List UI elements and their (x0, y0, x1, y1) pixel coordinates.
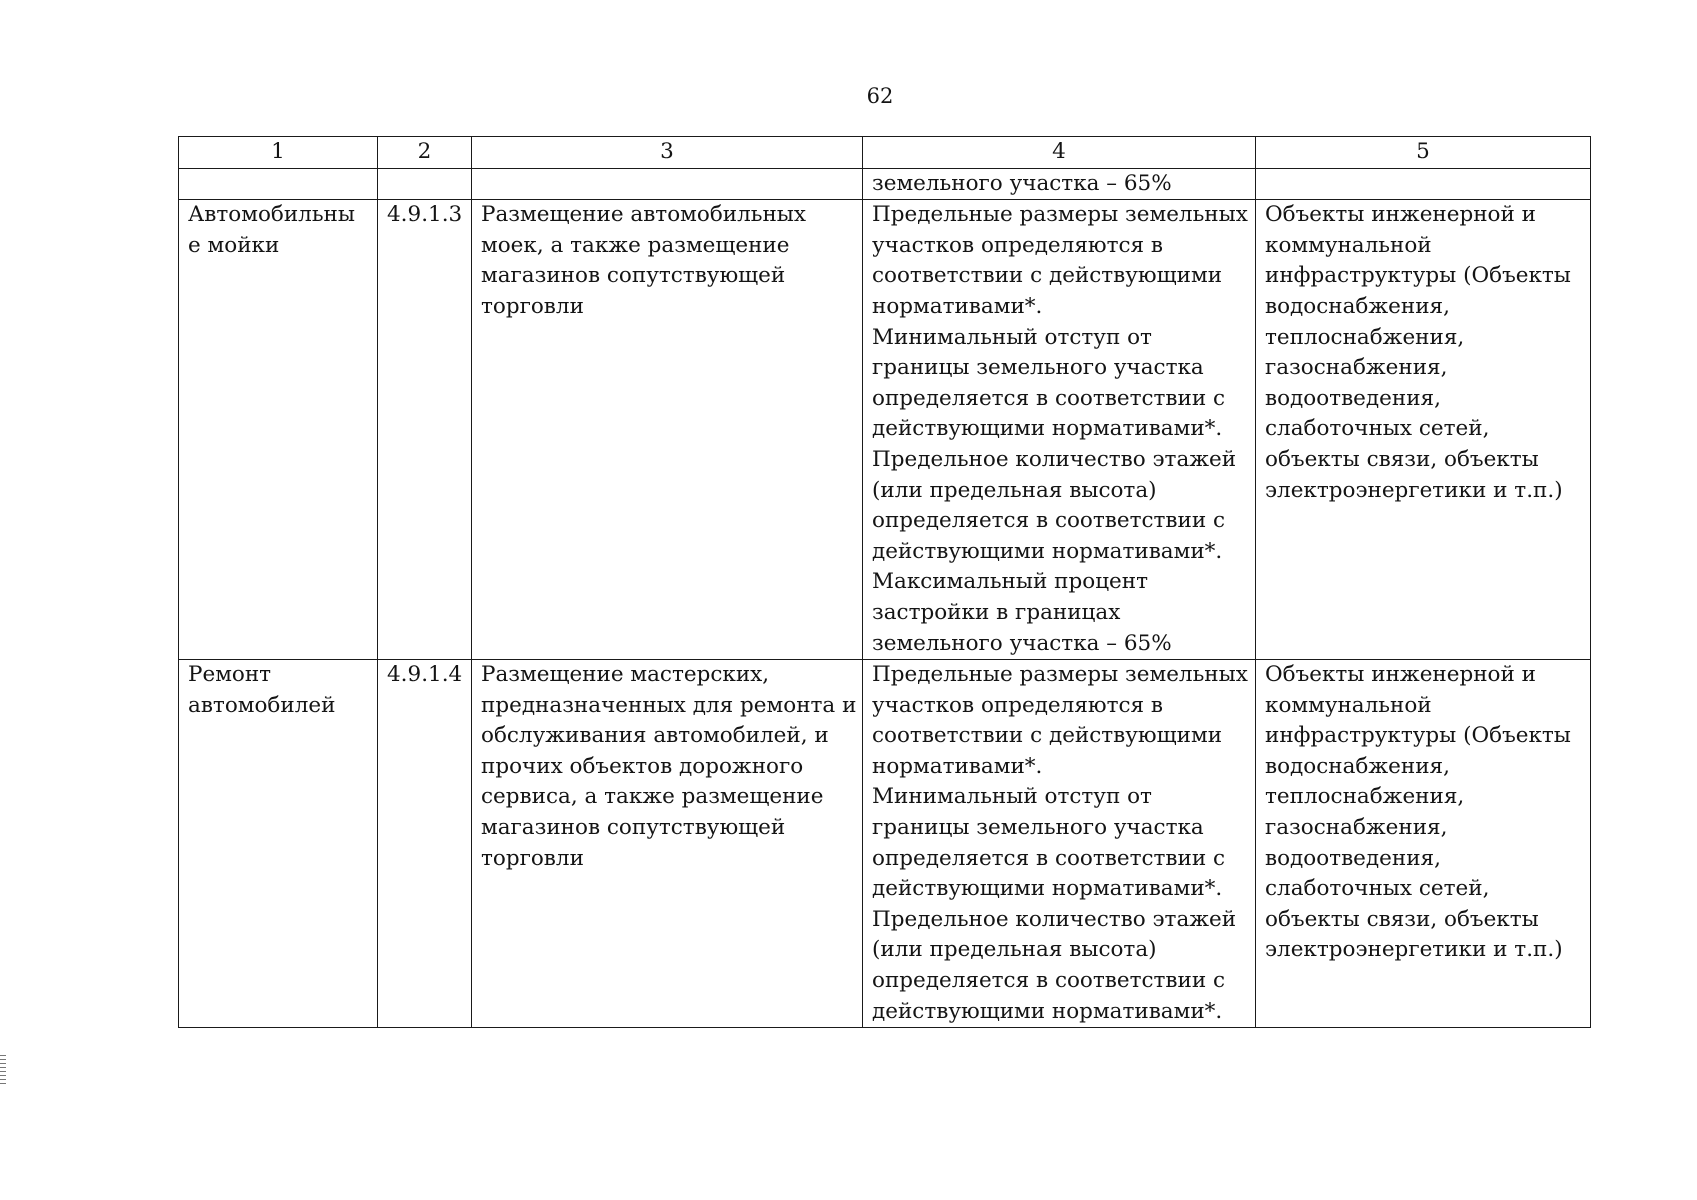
cell-text-line: е мойки (188, 232, 280, 258)
cell-text-line: водоотведения, (1265, 845, 1441, 871)
cell-text-line: действующими нормативами*. (872, 876, 1223, 902)
cell-text-line: магазинов сопутствующей (481, 815, 786, 841)
cell-text-line: определяется в соответствии с (872, 968, 1226, 994)
cell-text-line: (или предельная высота) (872, 937, 1157, 963)
cell-text-line: коммунальной (1265, 692, 1432, 718)
cell-text-line: Размещение мастерских, (481, 662, 770, 688)
cell-text-line: сервиса, а также размещение (481, 784, 824, 810)
column-number: 4 (863, 137, 1256, 169)
use-name-cell (179, 200, 378, 660)
cell-text-line: слаботочных сетей, (1265, 416, 1490, 442)
cell-text-line: нормативами*. (872, 753, 1043, 779)
parameters-cell (863, 660, 1256, 1028)
accessory-uses-cell (1256, 660, 1591, 1028)
cell-text-line: земельного участка – 65% (872, 170, 1172, 196)
cell-text-line: предназначенных для ремонта и (481, 692, 857, 718)
cell-text-line: Размещение автомобильных (481, 202, 807, 228)
cell-text-line: моек, а также размещение (481, 232, 790, 258)
column-number: 1 (179, 137, 378, 169)
cell-text-line: Объекты инженерной и (1265, 662, 1536, 688)
cell-text-line: инфраструктуры (Объекты (1265, 263, 1571, 289)
column-number: 5 (1256, 137, 1591, 169)
cell-text-line: Объекты инженерной и (1265, 202, 1536, 228)
cell-text-line: участков определяются в (872, 692, 1164, 718)
cell-text-line: действующими нормативами*. (872, 998, 1223, 1024)
cell-text-line: электроэнергетики и т.п.) (1265, 937, 1563, 963)
cell-text-line: Максимальный процент (872, 569, 1148, 595)
cell-text-line: электроэнергетики и т.п.) (1265, 477, 1563, 503)
cell-text-line: объекты связи, объекты (1265, 906, 1539, 932)
column-number: 3 (472, 137, 863, 169)
accessory-uses-cell (1256, 200, 1591, 660)
cell-text-line: действующими нормативами*. (872, 416, 1223, 442)
cell-text-line: прочих объектов дорожного (481, 753, 804, 779)
cell-text-line: границы земельного участка (872, 815, 1204, 841)
cell-text-line: торговли (481, 293, 584, 319)
cell-text-line: (или предельная высота) (872, 477, 1157, 503)
cell-text-line: земельного участка – 65% (872, 630, 1172, 656)
use-code-cell: 4.9.1.4 (378, 660, 472, 1028)
page-number: 62 (866, 84, 894, 108)
cell-text-line: газоснабжения, (1265, 815, 1448, 841)
cell-text-line: водоснабжения, (1265, 753, 1450, 779)
cell-text-line: теплоснабжения, (1265, 324, 1465, 350)
cell-text-line: определяется в соответствии с (872, 508, 1226, 534)
cell-text-line: теплоснабжения, (1265, 784, 1465, 810)
cell-text-line: нормативами*. (872, 293, 1043, 319)
continuation-row (179, 168, 1591, 200)
cell-text-line: действующими нормативами*. (872, 538, 1223, 564)
continuation-cell (472, 168, 863, 200)
use-code-cell: 4.9.1.3 (378, 200, 472, 660)
cell-text-line: застройки в границах (872, 599, 1121, 625)
cell-text-line: автомобилей (188, 692, 336, 718)
cell-text-line: водоотведения, (1265, 385, 1441, 411)
cell-text-line: газоснабжения, (1265, 355, 1448, 381)
cell-text-line: определяется в соответствии с (872, 385, 1226, 411)
cell-text-line: соответствии с действующими (872, 263, 1223, 289)
continuation-cell (179, 168, 378, 200)
cell-text-line: водоснабжения, (1265, 293, 1450, 319)
cell-text-line: объекты связи, объекты (1265, 446, 1539, 472)
cell-text-line: Предельное количество этажей (872, 446, 1237, 472)
land-use-table (178, 136, 1591, 1028)
cell-text-line: магазинов сопутствующей (481, 263, 786, 289)
parameters-cell (863, 200, 1256, 660)
continuation-cell (863, 168, 1256, 200)
cell-text-line: Предельное количество этажей (872, 906, 1237, 932)
cell-text-line: определяется в соответствии с (872, 845, 1226, 871)
cell-text-line: инфраструктуры (Объекты (1265, 723, 1571, 749)
column-number: 2 (378, 137, 472, 169)
column-number-row (179, 137, 1591, 169)
table-row (179, 660, 1591, 1028)
cell-text-line: участков определяются в (872, 232, 1164, 258)
continuation-cell (378, 168, 472, 200)
cell-text-line: границы земельного участка (872, 355, 1204, 381)
use-name-cell (179, 660, 378, 1028)
cell-text-line: Автомобильны (188, 202, 355, 228)
cell-text-line: торговли (481, 845, 584, 871)
cell-text-line: обслуживания автомобилей, и (481, 723, 829, 749)
continuation-cell (1256, 168, 1591, 200)
cell-text-line: слаботочных сетей, (1265, 876, 1490, 902)
cell-text-line: Предельные размеры земельных (872, 662, 1248, 688)
cell-text-line: Минимальный отступ от (872, 784, 1152, 810)
table-row (179, 200, 1591, 660)
cell-text-line: соответствии с действующими (872, 723, 1223, 749)
cell-text-line: Ремонт (188, 662, 272, 688)
cell-text-line: Предельные размеры земельных (872, 202, 1248, 228)
cell-text-line: коммунальной (1265, 232, 1432, 258)
scan-edge-marks (0, 1055, 6, 1087)
use-description-cell (472, 660, 863, 1028)
cell-text-line: Минимальный отступ от (872, 324, 1152, 350)
use-description-cell (472, 200, 863, 660)
